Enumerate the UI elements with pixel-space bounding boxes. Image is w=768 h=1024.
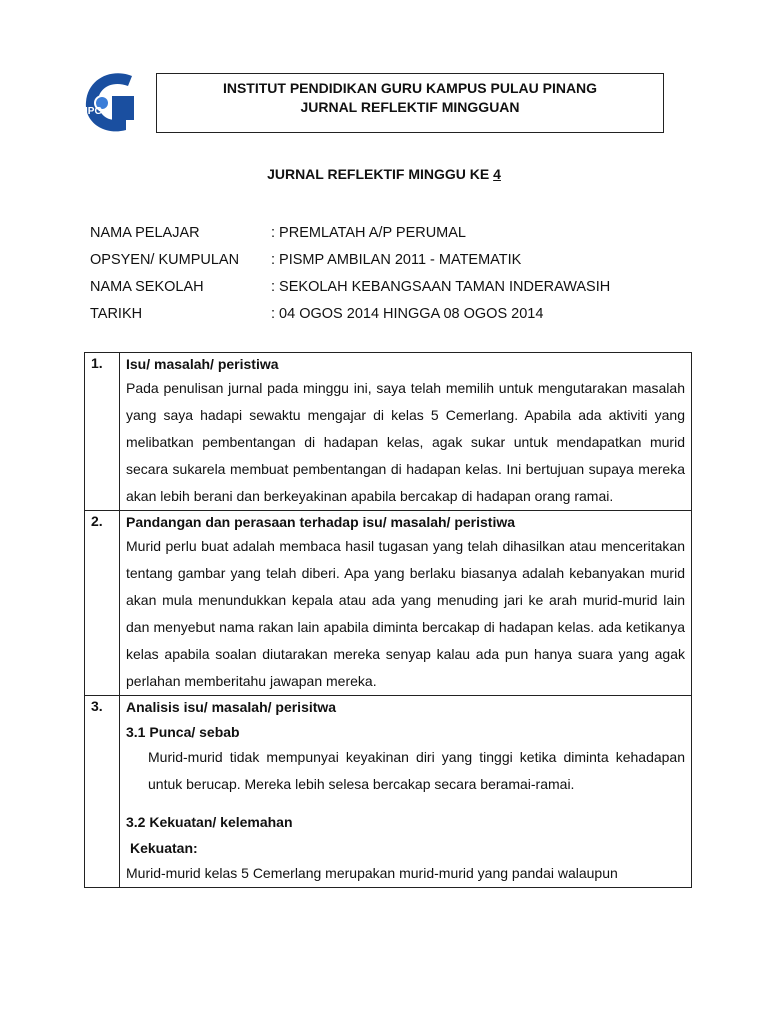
info-value: : PISMP AMBILAN 2011 - MATEMATIK — [271, 251, 522, 268]
section-row — [85, 353, 692, 511]
spacer — [126, 798, 685, 808]
info-value: : SEKOLAH KEBANGSAAN TAMAN INDERAWASIH — [271, 278, 611, 295]
info-label: NAMA PELAJAR — [90, 224, 200, 241]
institute-name: INSTITUT PENDIDIKAN GURU KAMPUS PULAU PINANG — [222, 80, 598, 96]
week-number: 4 — [493, 166, 501, 182]
section-row — [85, 696, 692, 888]
section-title: Analisis isu/ masalah/ perisitwa — [126, 699, 337, 715]
info-row — [90, 300, 610, 327]
info-row — [90, 219, 610, 246]
section-content — [120, 696, 692, 888]
header-box — [156, 73, 664, 133]
info-value: : 04 OGOS 2014 HINGGA 08 OGOS 2014 — [271, 305, 544, 322]
journal-table — [84, 352, 692, 888]
section-number: 3. — [85, 696, 120, 888]
section-content — [120, 353, 692, 511]
info-label: TARIKH — [90, 305, 143, 322]
section-body: Pada penulisan jurnal pada minggu ini, saya telah memilih untuk mengutarakan masalah yang saya hadapi sewaktu mengajar di kelas 5 Cemerlang. Apabila ada aktiviti yang melibatkan pembentangan di hadapan kelas, agak sukar untuk mendapatkan murid secara sukarela membuat pembentangan di hadapan kelas. Ini bertujuan supaya mereka akan lebih berani dan berkeyakinan apabila bercakap di hadapan orang ramai. — [126, 380, 685, 504]
section-title: Pandangan dan perasaan terhadap isu/ masalah/ peristiwa — [126, 514, 516, 530]
info-value: : PREMLATAH A/P PERUMAL — [271, 224, 466, 241]
subsection-title: 3.1 Punca/ sebab — [126, 724, 240, 740]
info-row — [90, 273, 610, 300]
section-body: Murid perlu buat adalah membaca hasil tugasan yang telah dihasilkan atau menceritakan tentang gambar yang telah diberi. Apa yang berlaku biasanya adalah kebanyakan murid akan mula menundukkan kepala atau ada yang menuding jari ke arah murid-murid lain dan menyebut nama rakan lain apabila diminta bercakap di hadapan kelas. ada ketikanya kelas apabila soalan diutarakan mereka senyap kalau ada pun hanya suara yang agak perlahan memberitahu jawapan mereka. — [126, 538, 685, 689]
info-row — [90, 246, 610, 273]
info-label: OPSYEN/ KUMPULAN — [90, 251, 240, 268]
info-label: NAMA SEKOLAH — [90, 278, 204, 295]
week-title-prefix: JURNAL REFLEKTIF MINGGU KE — [267, 166, 494, 182]
section-row — [85, 511, 692, 696]
week-title — [0, 166, 768, 182]
subsection-body: Murid-murid kelas 5 Cemerlang merupakan murid-murid yang pandai walaupun — [126, 865, 618, 881]
logo-text: IPG — [85, 106, 103, 117]
journal-type: JURNAL REFLEKTIF MINGGUAN — [300, 99, 520, 115]
strength-label: Kekuatan: — [130, 840, 198, 856]
section-title: Isu/ masalah/ peristiwa — [126, 356, 279, 372]
section-number: 1. — [85, 353, 120, 511]
section-content — [120, 511, 692, 696]
subsection-body: Murid-murid tidak mempunyai keyakinan diri yang tinggi ketika diminta kehadapan untuk berucap. Mereka lebih selesa bercakap secara beramai-ramai. — [148, 749, 685, 792]
subsection-title: 3.2 Kekuatan/ kelemahan — [126, 814, 293, 830]
ipg-logo-icon — [82, 70, 138, 136]
student-info — [90, 219, 610, 327]
section-number: 2. — [85, 511, 120, 696]
